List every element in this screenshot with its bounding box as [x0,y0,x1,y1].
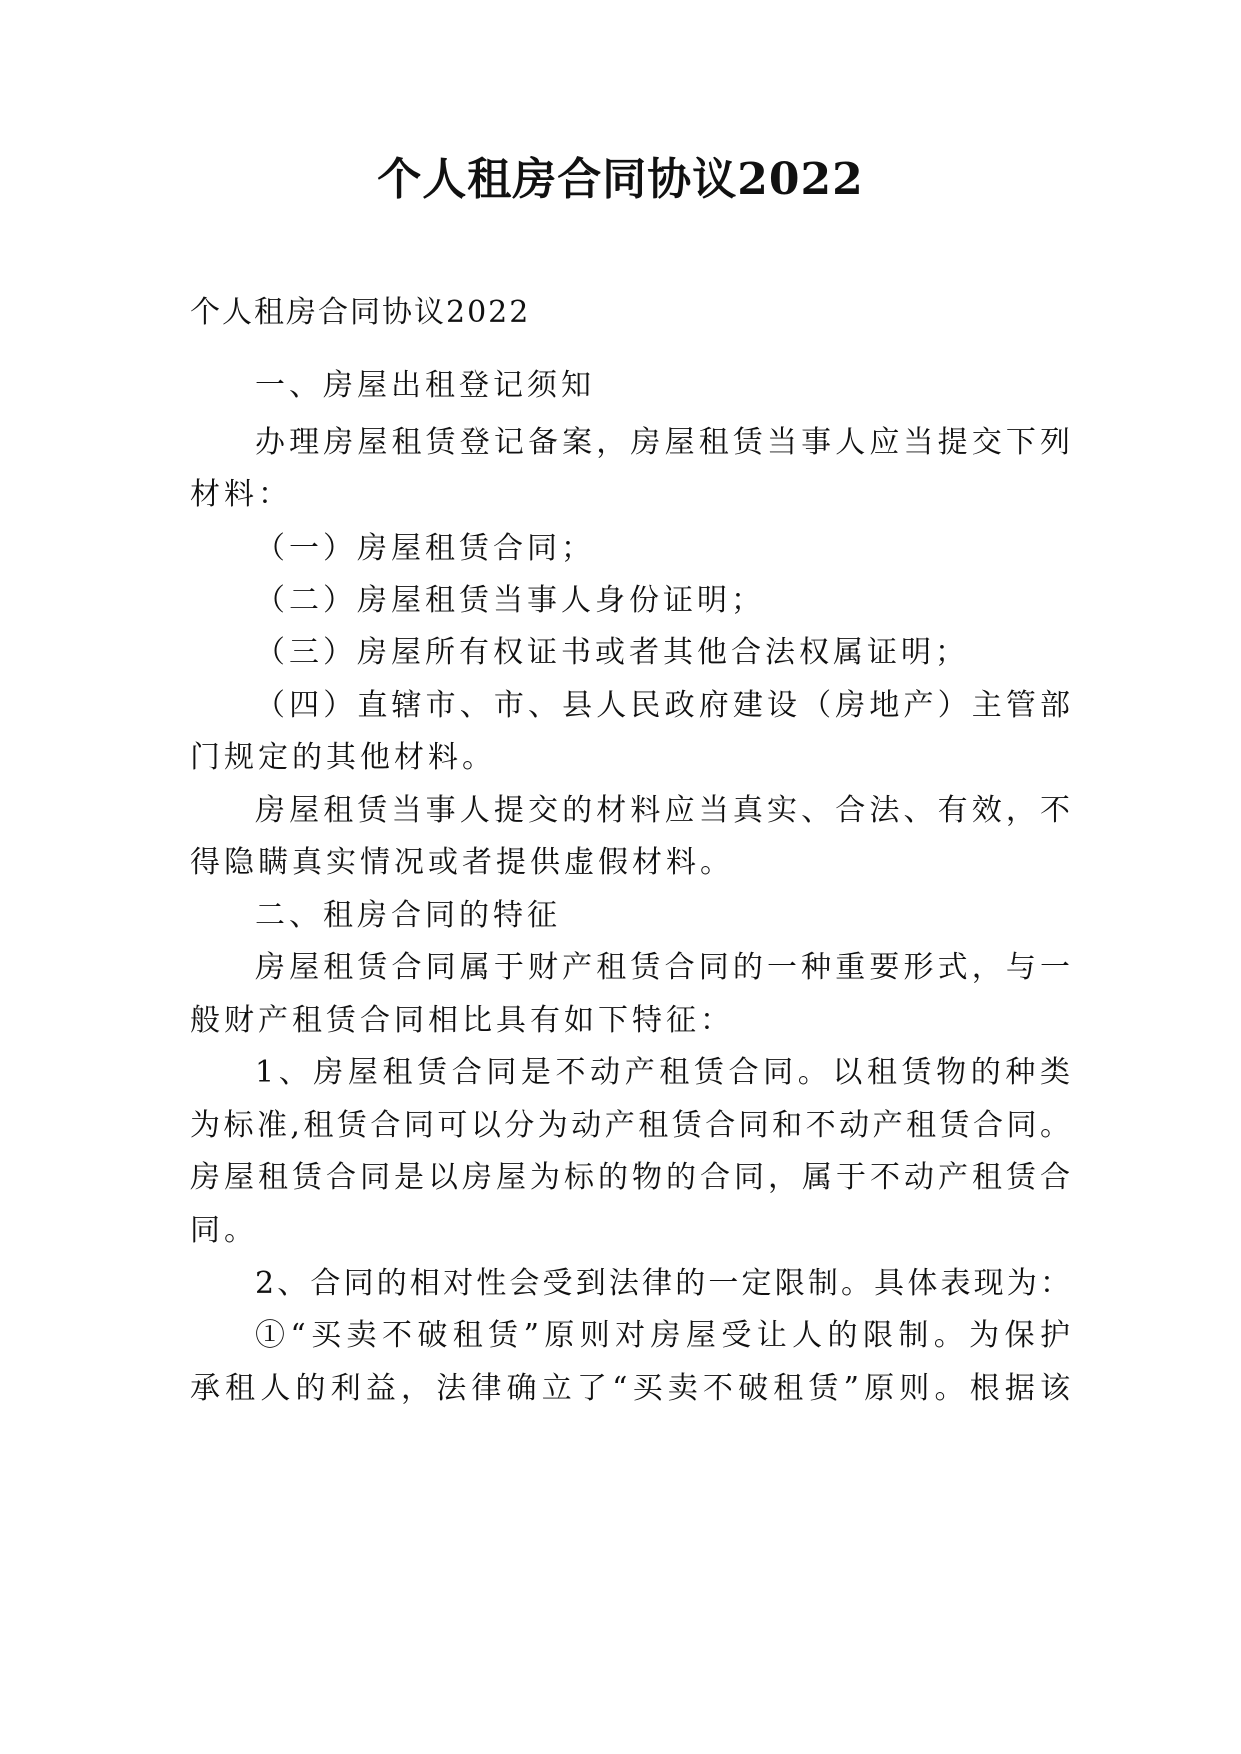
paragraph-line: 1、房屋租赁合同是不动产租赁合同。以租赁物的种类 [255,1055,1070,1090]
list-item-3: （三）房屋所有权证书或者其他合法权属证明； [255,635,969,670]
document-subtitle: 个人租房合同协议2022 [190,295,531,330]
list-item-2: （二）房屋租赁当事人身份证明； [255,583,765,618]
paragraph-line: 为标准,租赁合同可以分为动产租赁合同和不动产租赁合同。 [190,1108,1070,1143]
section-heading-2: 二、租房合同的特征 [255,898,561,933]
paragraph-line: 材料： [190,477,292,512]
list-item-1: （一）房屋租赁合同； [255,531,595,566]
paragraph-line: 房屋租赁合同属于财产租赁合同的一种重要形式，与一 [255,950,1070,985]
paragraph-line: ①“买卖不破租赁”原则对房屋受让人的限制。为保护 [255,1318,1070,1353]
paragraph-line: 承租人的利益，法律确立了“买卖不破租赁”原则。根据该 [190,1371,1070,1406]
section-heading-1: 一、房屋出租登记须知 [255,368,595,403]
document-title: 个人租房合同协议2022 [377,154,864,205]
paragraph-line: 同。 [190,1213,258,1248]
paragraph-line: 得隐瞒真实情况或者提供虚假材料。 [190,845,734,880]
paragraph-line: 门规定的其他材料。 [190,740,496,775]
paragraph-line: 房屋租赁合同是以房屋为标的物的合同，属于不动产租赁合 [190,1160,1070,1195]
paragraph-line: 房屋租赁当事人提交的材料应当真实、合法、有效，不 [255,793,1070,828]
paragraph-line: 2、合同的相对性会受到法律的一定限制。具体表现为： [255,1266,1070,1301]
paragraph-line: 办理房屋租赁登记备案，房屋租赁当事人应当提交下列 [255,425,1070,460]
paragraph-line: 般财产租赁合同相比具有如下特征： [190,1003,734,1038]
list-item-4: （四）直辖市、市、县人民政府建设（房地产）主管部 [255,688,1070,723]
